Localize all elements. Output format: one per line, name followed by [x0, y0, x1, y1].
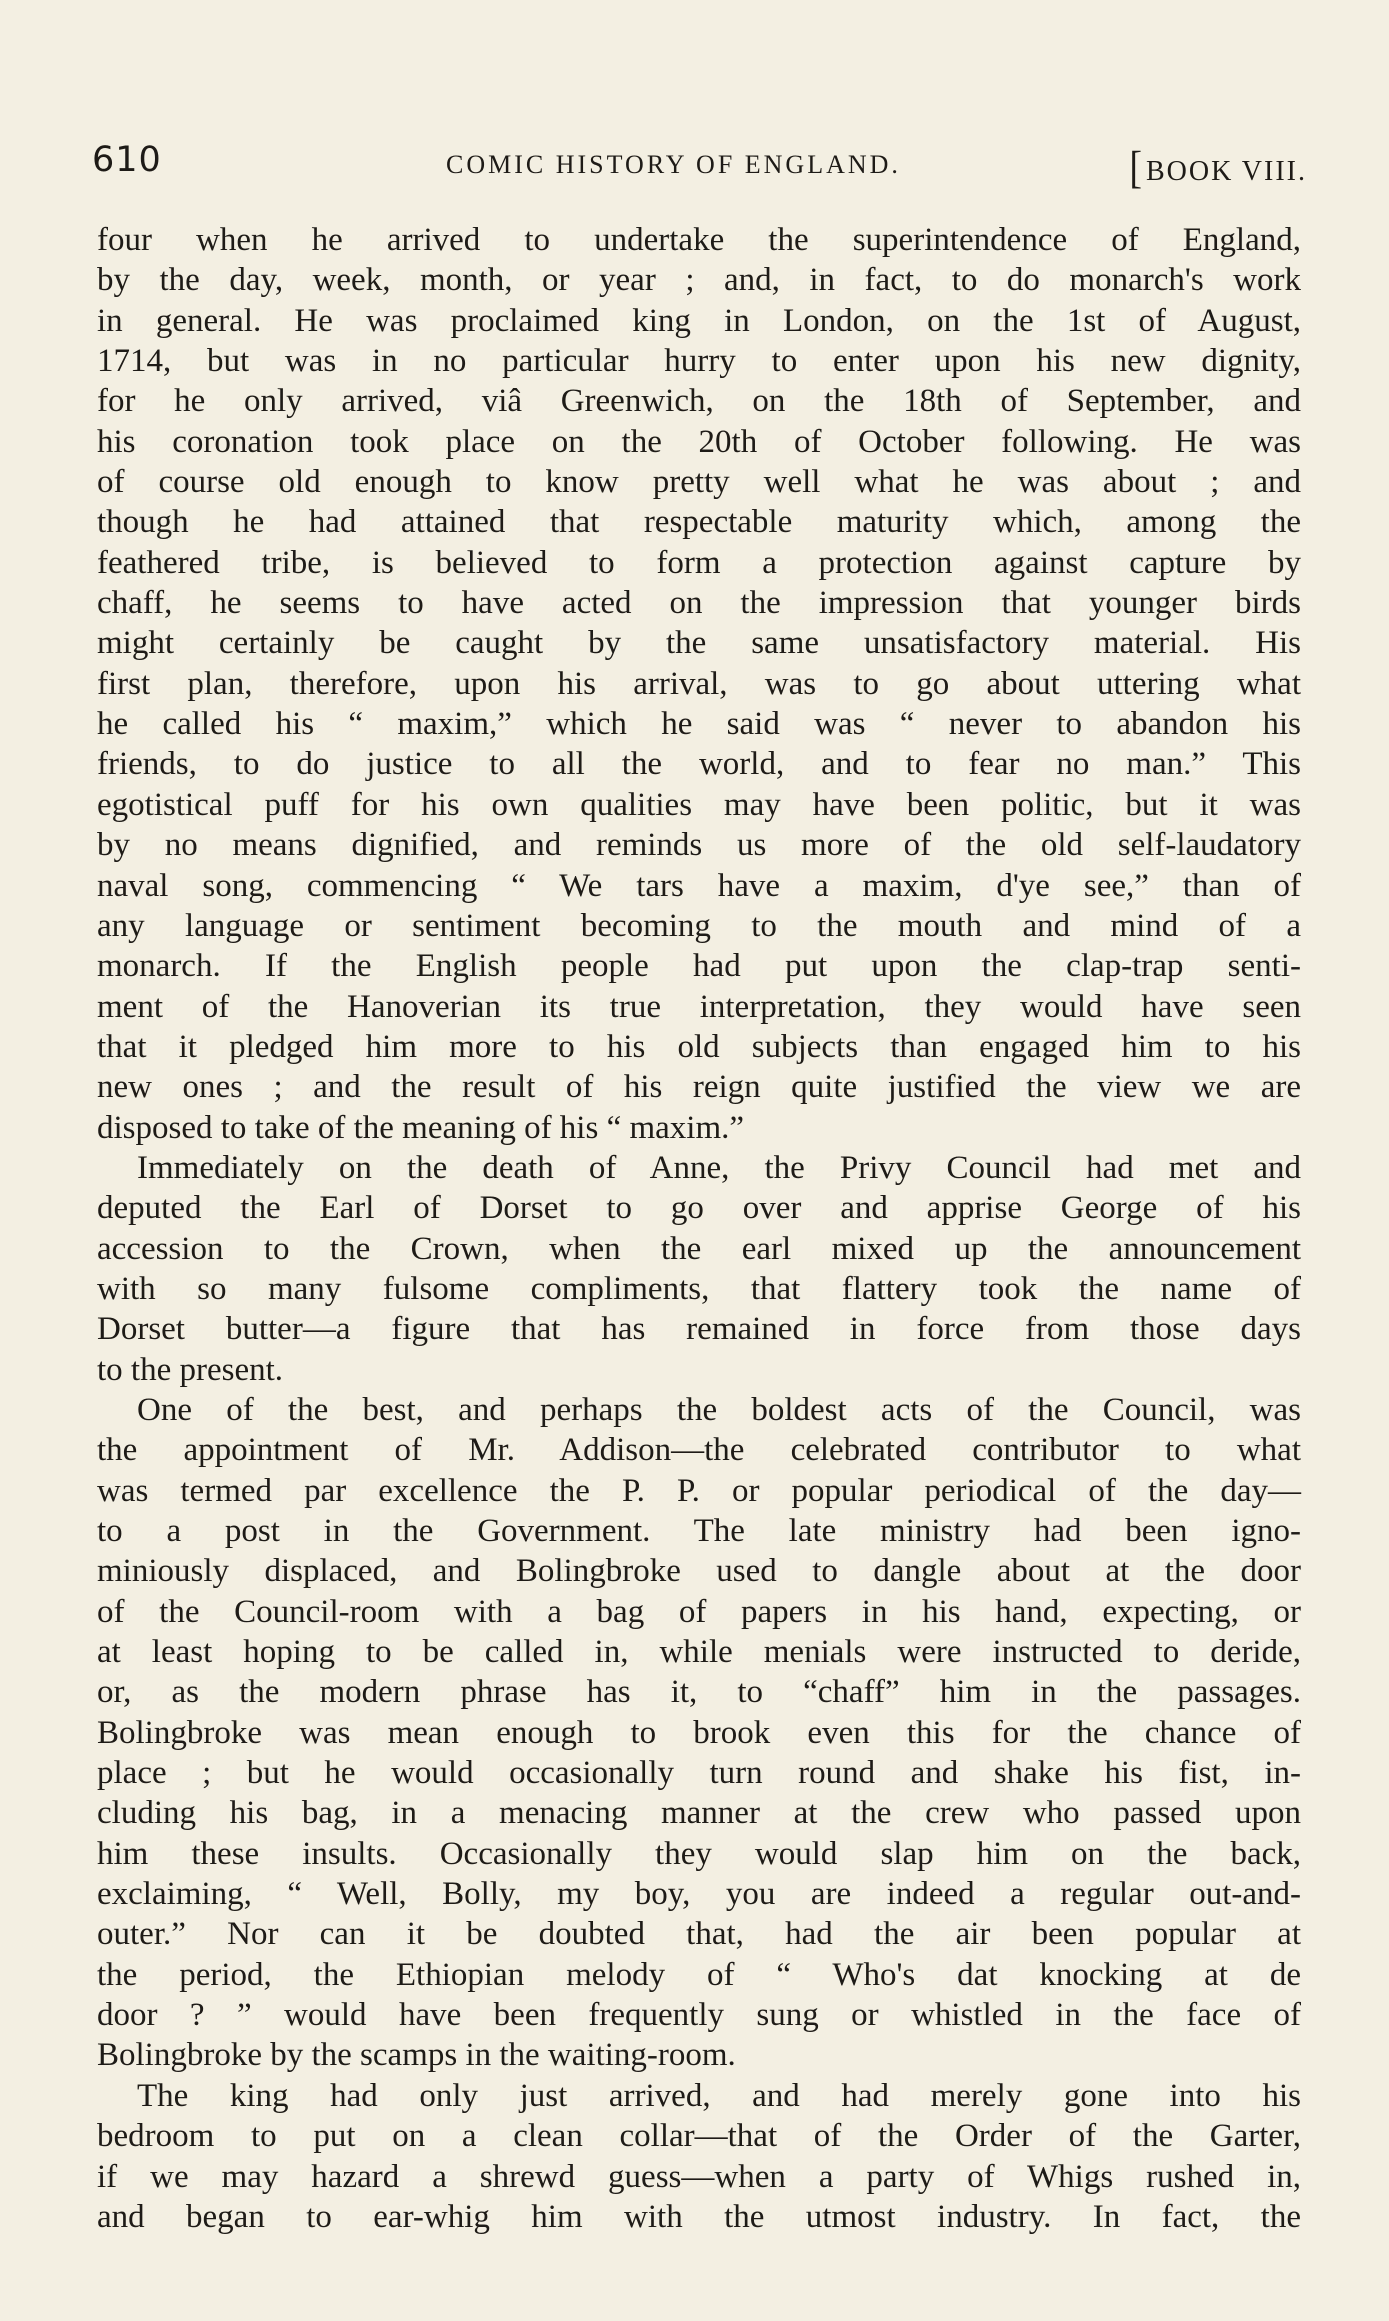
page-number: 610 [92, 140, 162, 180]
text-line: bedroom to put on a clean collar—that of the Order of the Garter, [97, 2118, 1301, 2155]
text-line: exclaiming, “ Well, Bolly, my boy, you are indeed a regular out-and- [97, 1876, 1301, 1913]
text-line: by no means dignified, and reminds us more of the old self-laudatory [97, 827, 1301, 864]
text-line: at least hoping to be called in, while menials were instructed to deride, [97, 1634, 1301, 1671]
text-line: to the present. [97, 1351, 284, 1388]
text-line: of the Council-room with a bag of papers in his hand, expecting, or [97, 1593, 1301, 1630]
text-line: his coronation took place on the 20th of October following. He was [97, 423, 1301, 460]
text-line: feathered tribe, is believed to form a protection against capture by [97, 544, 1301, 581]
bracket-glyph: [ [1129, 142, 1144, 194]
running-title: COMIC HISTORY OF ENGLAND. [446, 150, 901, 179]
text-line: and began to ear-whig him with the utmost industry. In fact, the [97, 2198, 1301, 2235]
text-line: that it pledged him more to his old subjects than engaged him to his [97, 1028, 1301, 1065]
text-line: to a post in the Government. The late ministry had been igno- [97, 1513, 1301, 1549]
running-head [92, 140, 1307, 194]
text-line: or, as the modern phrase has it, to “chaff” him in the passages. [97, 1674, 1301, 1711]
text-line: One of the best, and perhaps the boldest acts of the Council, was [137, 1391, 1301, 1428]
body-text [97, 220, 1301, 2237]
book-reference [1129, 142, 1307, 194]
text-line: chaff, he seems to have acted on the impression that younger birds [97, 585, 1301, 622]
text-line: outer.” Nor can it be doubted that, had the air been popular at [97, 1916, 1301, 1953]
text-line: if we may hazard a shrewd guess—when a party of Whigs rushed in, [97, 2158, 1301, 2195]
text-line: The king had only just arrived, and had merely gone into his [137, 2077, 1301, 2114]
text-line: Bolingbroke was mean enough to brook even this for the chance of [97, 1714, 1301, 1751]
text-line: the appointment of Mr. Addison—the celebrated contributor to what [97, 1432, 1301, 1469]
text-line: he called his “ maxim,” which he said was “ never to abandon his [97, 706, 1301, 743]
text-line: miniously displaced, and Bolingbroke used to dangle about at the door [97, 1553, 1301, 1590]
text-line: was termed par excellence the P. P. or popular periodical of the day— [97, 1472, 1301, 1509]
text-line: disposed to take of the meaning of his “ maxim.” [97, 1109, 745, 1146]
text-line: ment of the Hanoverian its true interpretation, they would have seen [97, 988, 1301, 1025]
text-line: deputed the Earl of Dorset to go over and apprise George of his [97, 1190, 1301, 1227]
text-line: cluding his bag, in a menacing manner at the crew who passed upon [97, 1795, 1301, 1832]
text-line: him these insults. Occasionally they would slap him on the back, [97, 1835, 1301, 1872]
text-line: might certainly be caught by the same unsatisfactory material. His [97, 625, 1301, 662]
text-line: new ones ; and the result of his reign quite justified the view we are [97, 1069, 1301, 1106]
text-line: four when he arrived to undertake the superintendence of England, [97, 222, 1301, 258]
text-line: Immediately on the death of Anne, the Privy Council had met and [137, 1149, 1301, 1186]
text-line: with so many fulsome compliments, that flattery took the name of [97, 1270, 1301, 1307]
text-line: for he only arrived, viâ Greenwich, on the 18th of September, and [97, 383, 1301, 420]
text-line: by the day, week, month, or year ; and, in fact, to do monarch's work [97, 262, 1301, 299]
text-line: monarch. If the English people had put upon the clap-trap senti- [97, 948, 1301, 985]
text-line: place ; but he would occasionally turn round and shake his fist, in- [97, 1755, 1301, 1792]
text-line: friends, to do justice to all the world, and to fear no man.” This [97, 746, 1301, 783]
book-reference-label: BOOK VIII. [1145, 156, 1307, 187]
text-line: door ? ” would have been frequently sung or whistled in the face of [97, 1997, 1301, 2034]
text-line: though he had attained that respectable maturity which, among the [97, 504, 1301, 541]
text-line: any language or sentiment becoming to the mouth and mind of a [97, 907, 1301, 944]
text-line: 1714, but was in no particular hurry to enter upon his new dignity, [97, 343, 1301, 380]
text-line: egotistical puff for his own qualities may have been politic, but it was [97, 786, 1301, 823]
text-line: the period, the Ethiopian melody of “ Who's dat knocking at de [97, 1956, 1301, 1993]
text-line: of course old enough to know pretty well what he was about ; and [97, 464, 1301, 501]
text-line: in general. He was proclaimed king in London, on the 1st of August, [97, 302, 1301, 339]
text-line: Dorset butter—a figure that has remained in force from those days [97, 1311, 1301, 1348]
text-line: accession to the Crown, when the earl mixed up the announcement [97, 1230, 1301, 1267]
text-line: Bolingbroke by the scamps in the waiting-room. [97, 2037, 736, 2074]
text-line: naval song, commencing “ We tars have a maxim, d'ye see,” than of [97, 867, 1301, 904]
text-line: first plan, therefore, upon his arrival, was to go about uttering what [97, 665, 1301, 702]
